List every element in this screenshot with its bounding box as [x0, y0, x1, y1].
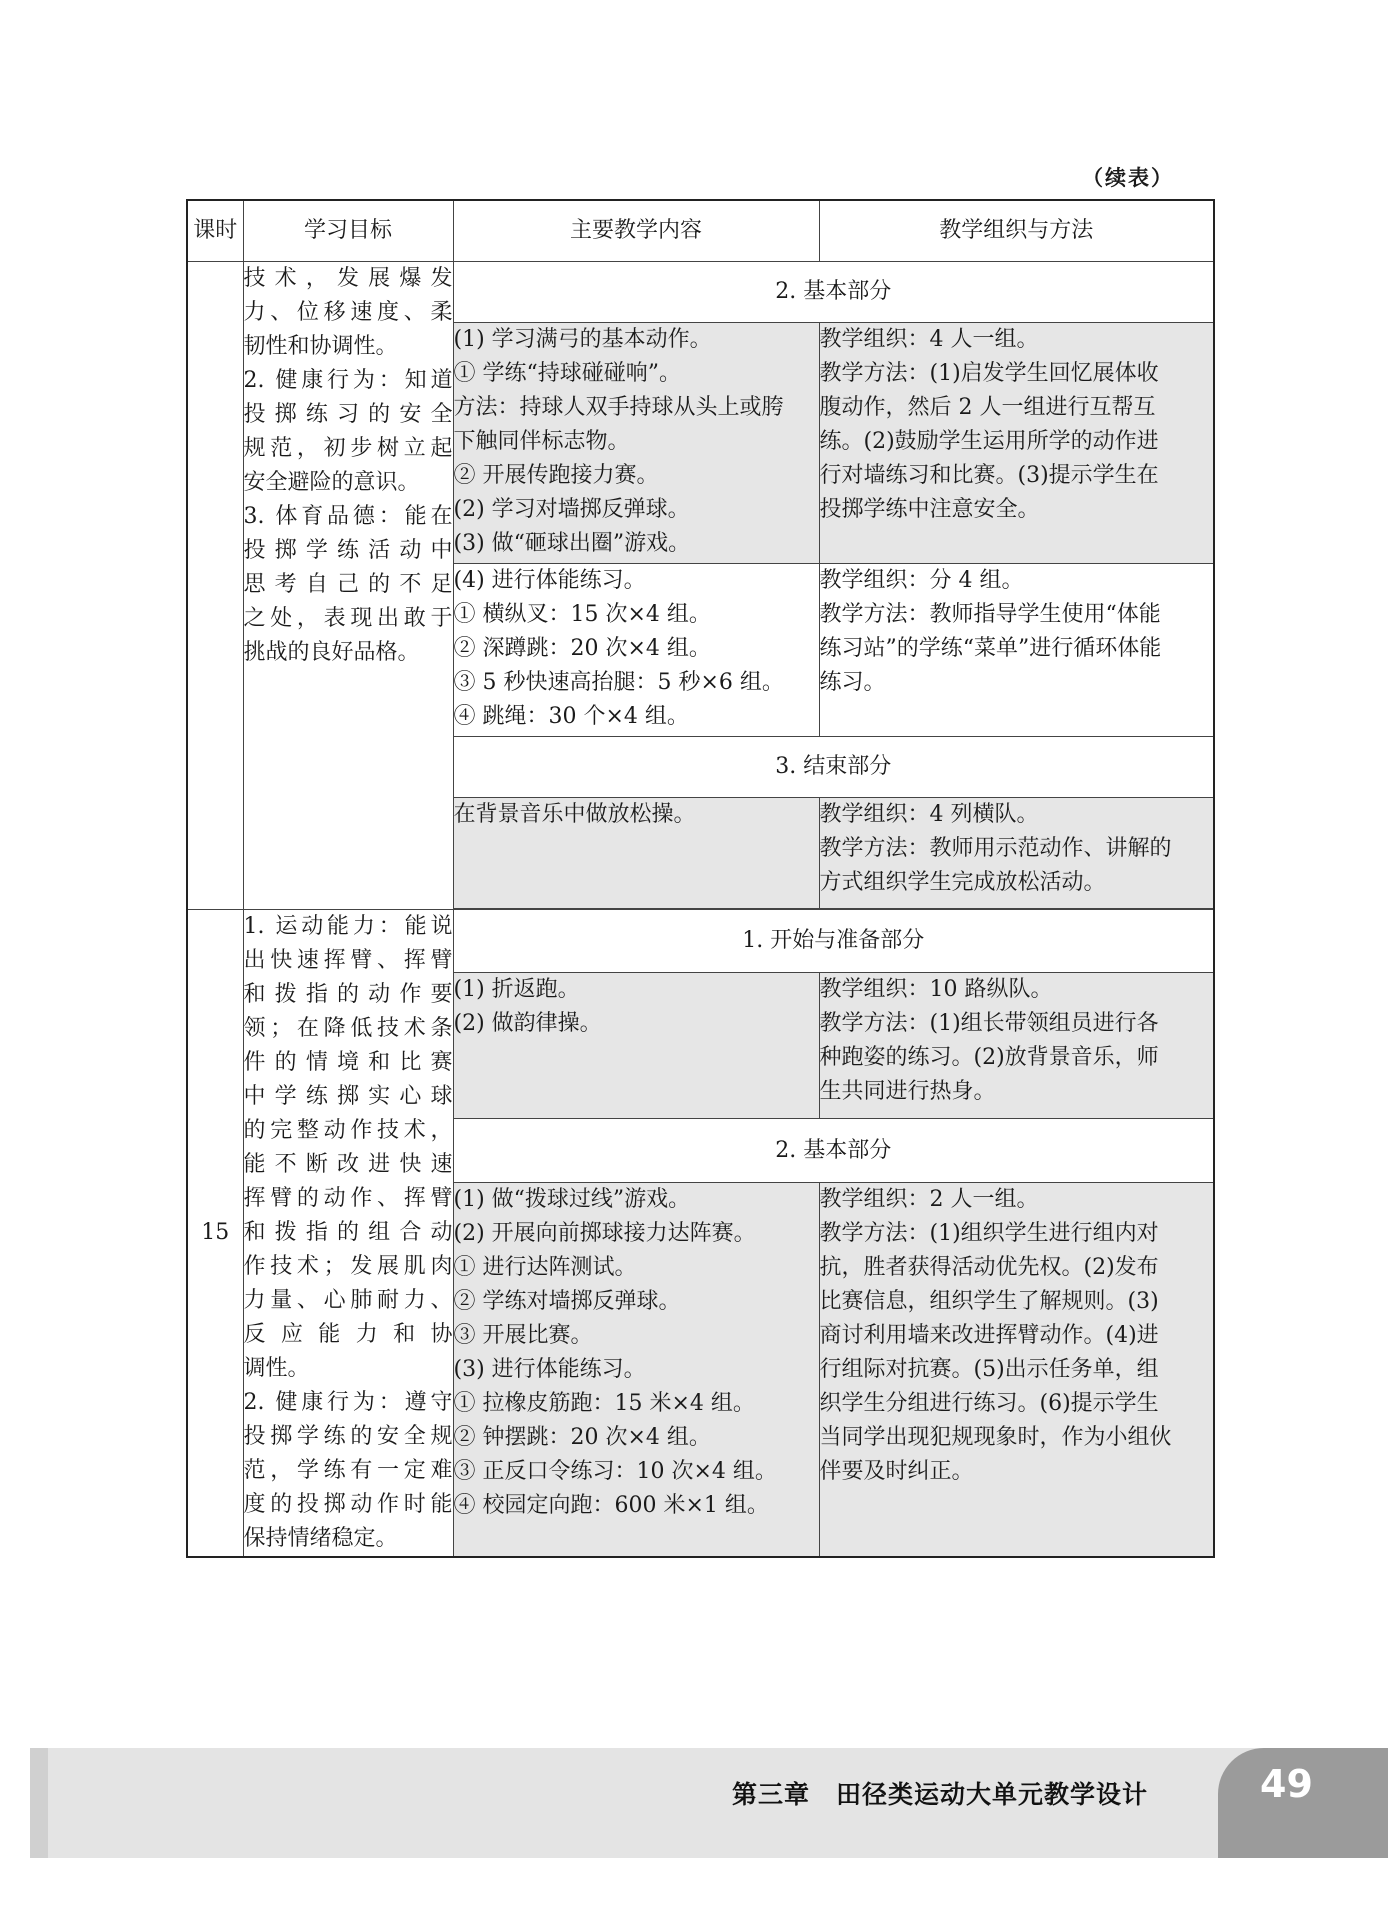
content-line: ② 开展传跑接力赛。 — [453, 463, 659, 488]
method-line: 教学方法：(1)启发学生回忆展体收 — [819, 361, 1159, 386]
content-line: ④ 校园定向跑：600 米×1 组。 — [453, 1492, 769, 1518]
content-line: (1) 做“拨球过线”游戏。 — [453, 1186, 691, 1212]
method-cell — [819, 973, 1214, 1119]
content-line: ③ 5 秒快速高抬腿：5 秒×6 组。 — [453, 670, 784, 695]
method-line: 织学生分组进行练习。(6)提示学生 — [819, 1390, 1159, 1416]
method-line: 生共同进行热身。 — [819, 1079, 996, 1105]
content-cell — [453, 323, 819, 564]
method-line: 练习。 — [819, 670, 886, 695]
goal-line: 2. 健康行为：知道 — [243, 368, 453, 393]
method-line: 腹动作，然后 2 人一组进行互帮互 — [819, 395, 1156, 420]
method-line: 教学组织：分 4 组。 — [819, 568, 1024, 593]
content-line: ② 钟摆跳：20 次×4 组。 — [453, 1424, 711, 1450]
content-line: ② 深蹲跳：20 次×4 组。 — [453, 636, 711, 661]
header-row — [187, 200, 1214, 262]
method-line: 教学方法：教师用示范动作、讲解的 — [819, 836, 1172, 861]
content-cell — [453, 798, 819, 909]
goal-line: 挑战的良好品格。 — [243, 640, 420, 665]
goal-line: 反应能力和协 — [243, 1322, 453, 1347]
content-line: ① 进行达阵测试。 — [453, 1254, 637, 1280]
table-row — [187, 910, 1214, 973]
section-header-end: 3. 结束部分 — [453, 737, 1214, 798]
goal-line: 3. 体育品德：能在 — [243, 504, 453, 529]
table-row — [187, 262, 1214, 323]
goal-line: 调性。 — [243, 1356, 310, 1381]
goal-line: 力量、心肺耐力、 — [243, 1288, 453, 1313]
goal-line: 1. 运动能力：能说 — [243, 914, 453, 939]
content-line: 方法：持球人双手持球从头上或胯 — [453, 395, 784, 420]
goal-line: 投掷练习的安全 — [243, 402, 453, 427]
goal-line: 件的情境和比赛 — [243, 1050, 453, 1075]
goal-line: 度的投掷动作时能 — [243, 1492, 453, 1517]
method-line: 当同学出现犯规现象时，作为小组伙 — [819, 1424, 1172, 1450]
goal-line: 能不断改进快速 — [243, 1152, 453, 1177]
header-goal: 学习目标 — [243, 200, 453, 262]
content-line: 下触同伴标志物。 — [453, 429, 630, 454]
goal-line: 技术，发展爆发 — [243, 266, 453, 291]
goal-line: 挥臂的动作、挥臂 — [243, 1186, 453, 1211]
method-line: 伴要及时纠正。 — [819, 1458, 974, 1484]
content-cell — [453, 1182, 819, 1557]
method-line: 练习站”的学练“菜单”进行循环体能 — [819, 636, 1162, 661]
method-cell — [819, 564, 1214, 737]
header-content: 主要教学内容 — [453, 200, 819, 262]
section-header-basic: 2. 基本部分 — [453, 262, 1214, 323]
method-line: 教学方法：教师指导学生使用“体能 — [819, 602, 1161, 627]
content-line: (2) 学习对墙掷反弹球。 — [453, 497, 690, 522]
header-period: 课时 — [187, 200, 243, 262]
content-line: 在背景音乐中做放松操。 — [453, 802, 696, 827]
method-line: 比赛信息，组织学生了解规则。(3) — [819, 1288, 1159, 1314]
goal-line: 投掷学练活动中 — [243, 538, 453, 563]
goal-lines — [244, 262, 453, 670]
method-line: 行对墙练习和比赛。(3)提示学生在 — [819, 463, 1159, 488]
goal-line: 中学练掷实心球 — [243, 1084, 453, 1109]
goal-line: 力、位移速度、柔 — [243, 300, 453, 325]
content-line: ④ 跳绳：30 个×4 组。 — [453, 704, 689, 729]
period-cell: 15 — [187, 910, 243, 1558]
goal-line: 范，学练有一定难 — [243, 1458, 453, 1483]
content-line: (3) 进行体能练习。 — [453, 1356, 646, 1382]
content-cell — [453, 973, 819, 1119]
content-line: ① 横纵叉：15 次×4 组。 — [453, 602, 711, 627]
footer-band — [30, 1748, 1388, 1858]
method-line: 教学组织：4 人一组。 — [819, 327, 1039, 352]
section-header-basic: 2. 基本部分 — [453, 1119, 1214, 1182]
content-line: ① 拉橡皮筋跑：15 米×4 组。 — [453, 1390, 755, 1416]
goal-line: 保持情绪稳定。 — [243, 1526, 398, 1551]
method-line: 行组际对抗赛。(5)出示任务单，组 — [819, 1356, 1159, 1382]
chapter-number: 第三章 — [731, 1780, 810, 1809]
method-line: 种跑姿的练习。(2)放背景音乐，师 — [819, 1045, 1159, 1071]
goal-line: 投掷学练的安全规 — [243, 1424, 453, 1449]
method-line: 投掷学练中注意安全。 — [819, 497, 1040, 522]
content-line: (3) 做“砸球出圈”游戏。 — [453, 531, 691, 556]
goal-line: 的完整动作技术， — [243, 1118, 453, 1143]
goal-line: 思考自己的不足 — [243, 572, 453, 597]
goal-lines — [244, 910, 453, 1556]
period-cell — [187, 262, 243, 910]
content-line: (2) 做韵律操。 — [453, 1011, 602, 1037]
method-line: 练。(2)鼓励学生运用所学的动作进 — [819, 429, 1159, 454]
method-line: 商讨利用墙来改进挥臂动作。(4)进 — [819, 1322, 1159, 1348]
method-line: 方式组织学生完成放松活动。 — [819, 870, 1106, 895]
goal-line: 之处，表现出敢于 — [243, 606, 453, 631]
content-line: (1) 学习满弓的基本动作。 — [453, 327, 712, 352]
method-line: 教学组织：4 列横队。 — [819, 802, 1039, 827]
content-line: ③ 正反口令练习：10 次×4 组。 — [453, 1458, 777, 1484]
content-line: ③ 开展比赛。 — [453, 1322, 593, 1348]
method-cell — [819, 323, 1214, 564]
method-cell — [819, 1182, 1214, 1557]
continued-label: （续表） — [1082, 166, 1174, 190]
goal-line: 2. 健康行为：遵守 — [243, 1390, 453, 1415]
method-cell — [819, 798, 1214, 909]
goal-line: 韧性和协调性。 — [243, 334, 398, 359]
header-method: 教学组织与方法 — [819, 200, 1214, 262]
goal-line: 安全避险的意识。 — [243, 470, 420, 495]
goal-line: 规范，初步树立起 — [243, 436, 453, 461]
goal-line: 和拨指的动作要 — [243, 982, 453, 1007]
lesson-plan-table — [186, 199, 1215, 1558]
chapter-name: 田径类运动大单元教学设计 — [835, 1780, 1148, 1809]
footer-edge — [30, 1748, 48, 1858]
content-line: (4) 进行体能练习。 — [453, 568, 646, 593]
method-line: 教学组织：2 人一组。 — [819, 1186, 1039, 1212]
method-line: 教学方法：(1)组长带领组员进行各 — [819, 1011, 1159, 1037]
content-line: (2) 开展向前掷球接力达阵赛。 — [453, 1220, 756, 1246]
goal-cell — [243, 910, 453, 1558]
page-number: 49 — [1260, 1762, 1313, 1806]
content-cell — [453, 564, 819, 737]
goal-line: 作技术；发展肌肉 — [243, 1254, 453, 1279]
section-header-start: 1. 开始与准备部分 — [453, 910, 1214, 973]
content-line: (1) 折返跑。 — [453, 977, 580, 1003]
goal-line: 出快速挥臂、挥臂 — [243, 948, 453, 973]
content-line: ① 学练“持球碰碰响”。 — [453, 361, 681, 386]
goal-cell — [243, 262, 453, 910]
goal-line: 和拨指的组合动 — [243, 1220, 453, 1245]
chapter-title — [732, 1775, 1148, 1811]
goal-line: 领；在降低技术条 — [243, 1016, 453, 1041]
content-line: ② 学练对墙掷反弹球。 — [453, 1288, 681, 1314]
method-line: 抗，胜者获得活动优先权。(2)发布 — [819, 1254, 1159, 1280]
method-line: 教学方法：(1)组织学生进行组内对 — [819, 1220, 1159, 1246]
method-line: 教学组织：10 路纵队。 — [819, 977, 1053, 1003]
